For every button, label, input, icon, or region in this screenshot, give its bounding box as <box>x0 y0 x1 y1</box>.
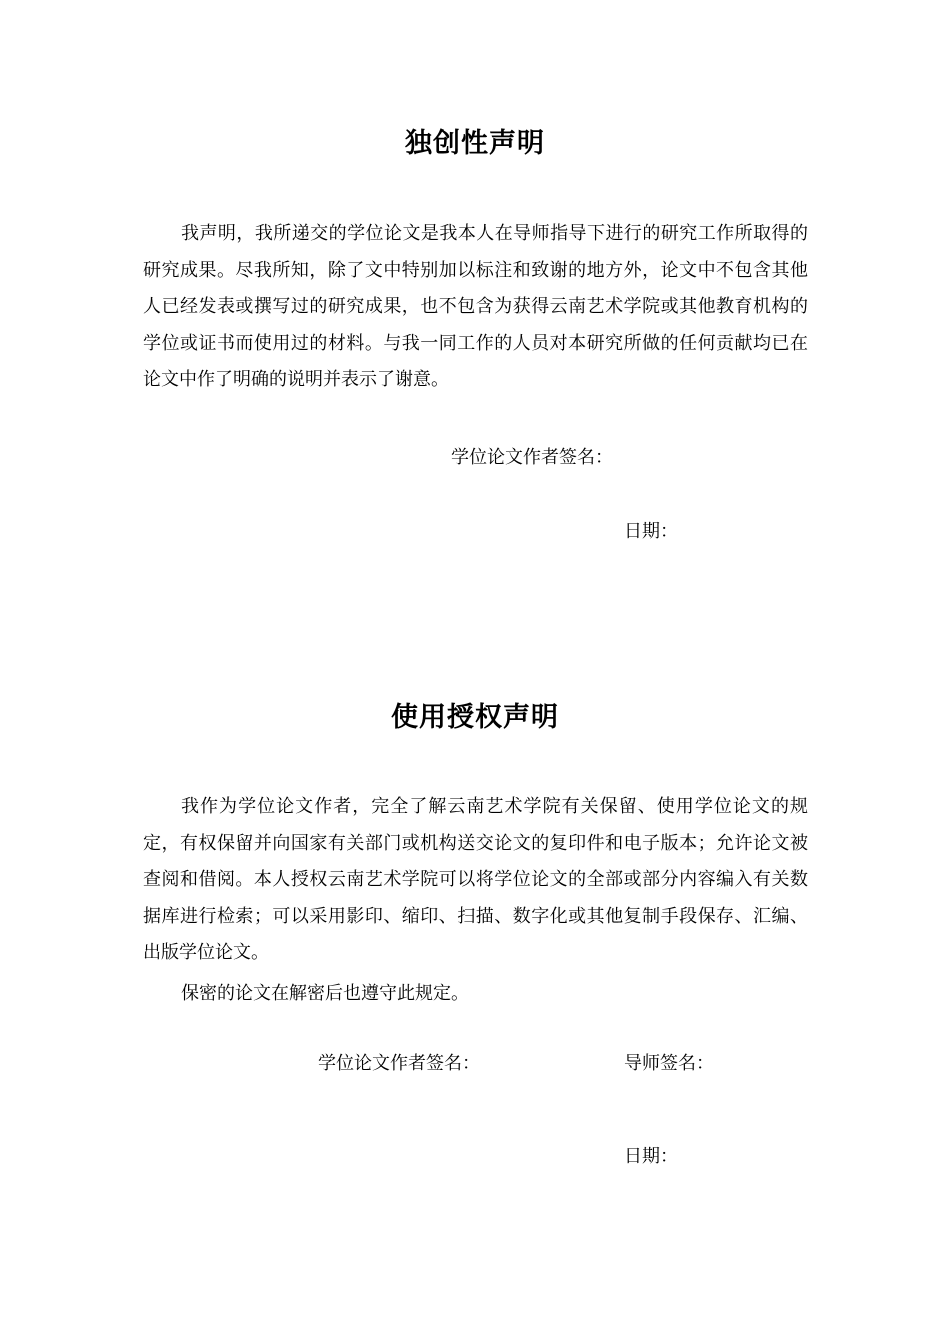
authorization-title: 使用授权声明 <box>391 702 559 733</box>
originality-date-label: 日期： <box>624 521 678 542</box>
authorization-body: 我作为学位论文作者，完全了解云南艺术学院有关保留、使用学位论文的规定，有权保留并向国家有关部门或机构送交论文的复印件和电子版本；允许论文被查阅和借阅。本人授权云南艺术学院可以将学位论文的全部或部分内容编入有关数据库进行检索；可以采用影印、缩印、扫描、数字化或其他复制手段保存、汇编、出版学位论文。 <box>143 796 808 963</box>
authorization-author-signature-label: 学位论文作者签名： <box>318 1053 480 1074</box>
authorization-advisor-signature-label: 导师签名： <box>624 1053 714 1074</box>
authorization-date-label: 日期： <box>624 1146 678 1167</box>
originality-body: 我声明，我所递交的学位论文是我本人在导师指导下进行的研究工作所取得的研究成果。尽我所知，除了文中特别加以标注和致谢的地方外，论文中不包含其他人已经发表或撰写过的研究成果，也不包含为获得云南艺术学院或其他教育机构的学位或证书而使用过的材料。与我一同工作的人员对本研究所做的任何贡献均已在论文中作了明确的说明并表示了谢意。 <box>143 223 808 390</box>
originality-author-signature-label: 学位论文作者签名： <box>451 447 613 468</box>
authorization-confidential-note: 保密的论文在解密后也遵守此规定。 <box>181 983 469 1004</box>
originality-title: 独创性声明 <box>405 128 545 159</box>
